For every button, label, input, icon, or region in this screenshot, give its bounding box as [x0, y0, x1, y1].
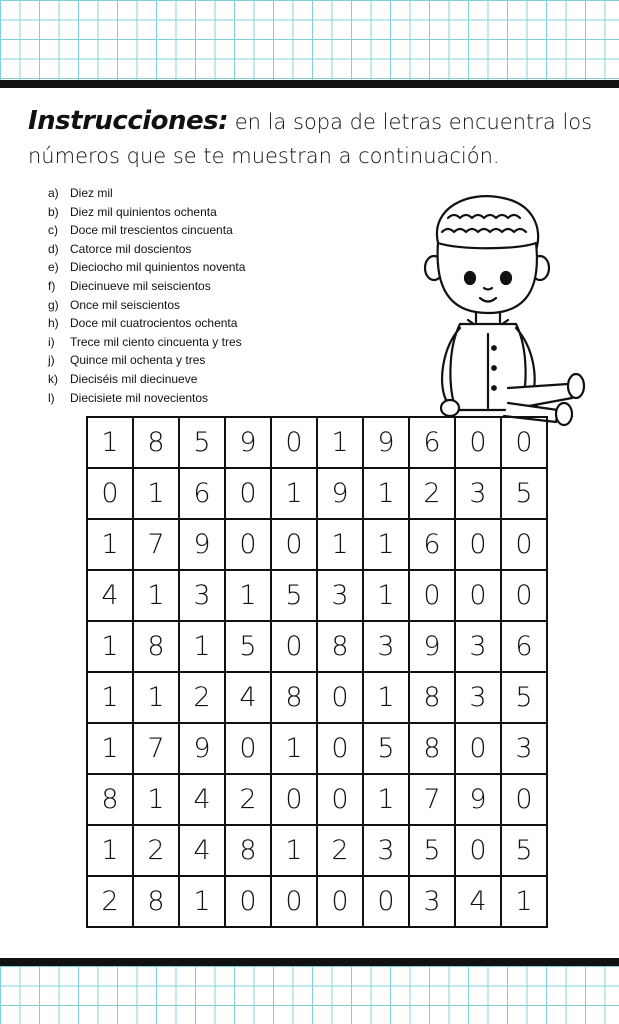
grid-cell[interactable]: 3 [455, 621, 501, 672]
grid-cell[interactable]: 8 [133, 621, 179, 672]
grid-cell[interactable]: 2 [179, 672, 225, 723]
grid-cell[interactable]: 3 [363, 825, 409, 876]
grid-cell[interactable]: 0 [271, 621, 317, 672]
list-item-letter: g) [48, 297, 59, 312]
grid-cell[interactable]: 0 [317, 876, 363, 927]
grid-cell[interactable]: 9 [179, 519, 225, 570]
grid-cell[interactable]: 8 [133, 417, 179, 468]
grid-cell[interactable]: 5 [501, 672, 547, 723]
list-item-letter: k) [48, 371, 58, 386]
sitting-boy-illustration [408, 188, 588, 428]
grid-cell[interactable]: 3 [317, 570, 363, 621]
grid-cell[interactable]: 1 [87, 621, 133, 672]
number-search-grid [86, 416, 548, 928]
grid-cell[interactable]: 0 [501, 774, 547, 825]
grid-cell[interactable]: 1 [87, 417, 133, 468]
grid-cell[interactable]: 5 [271, 570, 317, 621]
grid-cell[interactable]: 5 [409, 825, 455, 876]
grid-cell[interactable]: 7 [133, 723, 179, 774]
grid-cell[interactable]: 1 [363, 519, 409, 570]
list-item-text: Catorce mil doscientos [70, 241, 192, 256]
grid-cell[interactable]: 2 [317, 825, 363, 876]
grid-cell[interactable]: 0 [455, 723, 501, 774]
grid-cell[interactable]: 2 [409, 468, 455, 519]
list-item-letter: l) [48, 390, 55, 405]
grid-cell[interactable]: 8 [409, 672, 455, 723]
list-item-text: Diez mil [70, 186, 113, 200]
number-list [48, 184, 245, 407]
grid-row [87, 672, 547, 723]
grid-cell[interactable]: 8 [271, 672, 317, 723]
grid-cell[interactable]: 6 [409, 519, 455, 570]
list-item-letter: j) [48, 353, 55, 368]
list-item [48, 370, 245, 389]
grid-cell[interactable]: 8 [133, 876, 179, 927]
grid-cell[interactable]: 8 [317, 621, 363, 672]
list-item [48, 389, 245, 408]
grid-cell[interactable]: 4 [225, 672, 271, 723]
bottom-divider [0, 958, 619, 966]
list-item [48, 221, 245, 240]
grid-cell[interactable]: 5 [501, 825, 547, 876]
grid-cell[interactable]: 9 [317, 468, 363, 519]
grid-row [87, 570, 547, 621]
grid-cell[interactable]: 0 [409, 570, 455, 621]
grid-cell[interactable]: 1 [317, 519, 363, 570]
list-item-text: Diez mil quinientos ochenta [70, 204, 217, 219]
grid-cell[interactable]: 0 [501, 519, 547, 570]
grid-row [87, 468, 547, 519]
grid-cell[interactable]: 0 [225, 519, 271, 570]
list-item [48, 203, 245, 222]
instructions-text: en la sopa de letras encuentra los números que se te muestran a continuación. [28, 110, 593, 168]
grid-cell[interactable]: 0 [455, 570, 501, 621]
instructions-paragraph [28, 104, 598, 173]
top-divider [0, 80, 619, 88]
list-item-letter: i) [48, 334, 55, 349]
grid-row [87, 825, 547, 876]
list-item [48, 258, 245, 277]
grid-cell[interactable]: 1 [133, 468, 179, 519]
list-item-text: Once mil seiscientos [70, 297, 181, 312]
grid-cell[interactable]: 0 [225, 723, 271, 774]
grid-cell[interactable]: 9 [455, 774, 501, 825]
grid-cell[interactable]: 1 [271, 825, 317, 876]
grid-cell[interactable]: 9 [225, 417, 271, 468]
graph-paper-bottom [0, 966, 619, 1024]
grid-cell[interactable]: 3 [363, 621, 409, 672]
grid-cell[interactable]: 7 [409, 774, 455, 825]
grid-cell[interactable]: 4 [179, 774, 225, 825]
instructions-heading: Instrucciones: [28, 106, 229, 136]
grid-cell[interactable]: 1 [501, 876, 547, 927]
grid-cell[interactable]: 1 [225, 570, 271, 621]
grid-cell[interactable]: 0 [271, 876, 317, 927]
grid-cell[interactable]: 1 [363, 570, 409, 621]
grid-cell[interactable]: 9 [363, 417, 409, 468]
grid-cell[interactable]: 0 [225, 468, 271, 519]
list-item-text: Quince mil ochenta y tres [70, 353, 206, 368]
grid-cell[interactable]: 0 [455, 417, 501, 468]
grid-cell[interactable]: 0 [271, 519, 317, 570]
grid-cell[interactable]: 4 [455, 876, 501, 927]
grid-cell[interactable]: 0 [271, 774, 317, 825]
list-item [48, 351, 245, 370]
grid-cell[interactable]: 6 [501, 621, 547, 672]
grid-row [87, 723, 547, 774]
grid-row [87, 519, 547, 570]
list-item-text: Trece mil ciento cincuenta y tres [70, 334, 242, 349]
grid-cell[interactable]: 0 [317, 723, 363, 774]
list-item [48, 296, 245, 315]
grid-cell[interactable]: 0 [363, 876, 409, 927]
list-item-letter: e) [48, 260, 59, 275]
list-item-letter: c) [48, 223, 58, 238]
grid-cell[interactable]: 1 [87, 825, 133, 876]
grid-cell[interactable]: 1 [317, 417, 363, 468]
grid-cell[interactable]: 0 [87, 468, 133, 519]
grid-cell[interactable]: 3 [501, 723, 547, 774]
grid-cell[interactable]: 5 [179, 417, 225, 468]
grid-cell[interactable]: 9 [179, 723, 225, 774]
grid-cell[interactable]: 8 [409, 723, 455, 774]
grid-cell[interactable]: 0 [501, 570, 547, 621]
grid-cell[interactable]: 1 [133, 570, 179, 621]
list-item [48, 333, 245, 352]
grid-cell[interactable]: 0 [317, 774, 363, 825]
list-item-text: Doce mil trescientos cincuenta [70, 223, 233, 238]
list-item-text: Diecinueve mil seiscientos [70, 278, 211, 293]
grid-cell[interactable]: 4 [87, 570, 133, 621]
grid-cell[interactable]: 2 [133, 825, 179, 876]
grid-cell[interactable]: 3 [455, 468, 501, 519]
list-item [48, 277, 245, 296]
grid-cell[interactable]: 6 [179, 468, 225, 519]
list-item-letter: a) [48, 186, 59, 200]
grid-cell[interactable]: 3 [409, 876, 455, 927]
grid-cell[interactable]: 0 [501, 417, 547, 468]
list-item-letter: f) [48, 278, 56, 293]
grid-cell[interactable]: 1 [179, 876, 225, 927]
grid-cell[interactable]: 1 [87, 519, 133, 570]
list-item-letter: b) [48, 204, 59, 219]
grid-cell[interactable]: 1 [133, 672, 179, 723]
grid-cell[interactable]: 1 [179, 621, 225, 672]
grid-cell[interactable]: 7 [133, 519, 179, 570]
grid-row [87, 621, 547, 672]
grid-cell[interactable]: 2 [225, 774, 271, 825]
grid-cell[interactable]: 5 [363, 723, 409, 774]
list-item-text: Dieciséis mil diecinueve [70, 371, 198, 386]
grid-row [87, 774, 547, 825]
grid-cell[interactable]: 1 [271, 468, 317, 519]
grid-cell[interactable]: 4 [179, 825, 225, 876]
grid-cell[interactable]: 1 [363, 774, 409, 825]
list-item-text: Doce mil cuatrocientos ochenta [70, 316, 238, 331]
grid-cell[interactable]: 1 [133, 774, 179, 825]
grid-cell[interactable]: 9 [409, 621, 455, 672]
grid-cell[interactable]: 3 [179, 570, 225, 621]
grid-cell[interactable]: 8 [87, 774, 133, 825]
grid-cell[interactable]: 1 [363, 468, 409, 519]
grid-row [87, 876, 547, 927]
list-item [48, 240, 245, 259]
grid-cell[interactable]: 6 [409, 417, 455, 468]
grid-cell[interactable]: 8 [225, 825, 271, 876]
list-item-letter: d) [48, 241, 59, 256]
grid-cell[interactable]: 1 [87, 672, 133, 723]
grid-cell[interactable]: 1 [87, 723, 133, 774]
list-item [48, 314, 245, 333]
list-item [48, 184, 245, 203]
grid-cell[interactable]: 5 [225, 621, 271, 672]
grid-cell[interactable]: 1 [363, 672, 409, 723]
graph-paper-top [0, 0, 619, 80]
grid-cell[interactable]: 5 [501, 468, 547, 519]
grid-cell[interactable]: 3 [455, 672, 501, 723]
grid-cell[interactable]: 0 [271, 417, 317, 468]
list-item-text: Diecisiete mil novecientos [70, 390, 209, 405]
grid-cell[interactable]: 1 [271, 723, 317, 774]
grid-cell[interactable]: 2 [87, 876, 133, 927]
grid-cell[interactable]: 0 [455, 519, 501, 570]
list-item-letter: h) [48, 316, 59, 331]
list-item-text: Dieciocho mil quinientos noventa [70, 260, 246, 275]
grid-cell[interactable]: 0 [225, 876, 271, 927]
grid-row [87, 417, 547, 468]
grid-cell[interactable]: 0 [317, 672, 363, 723]
grid-cell[interactable]: 0 [455, 825, 501, 876]
